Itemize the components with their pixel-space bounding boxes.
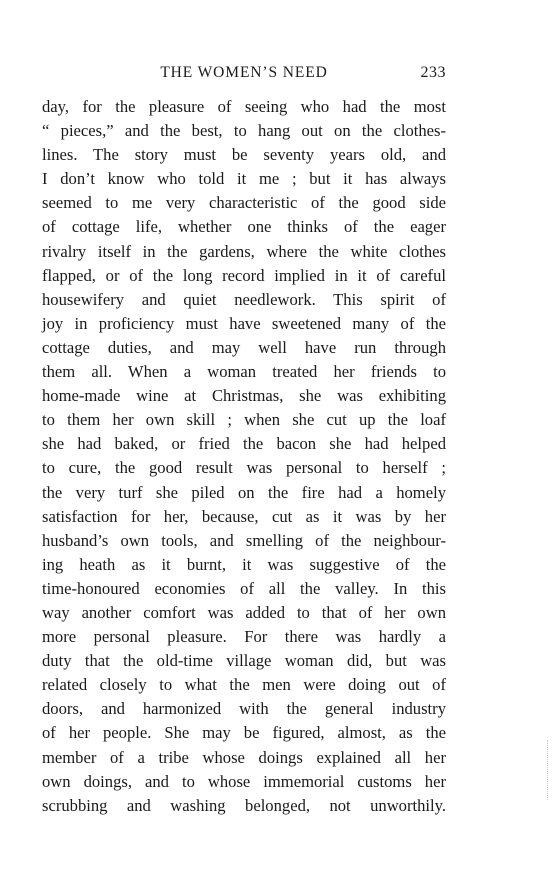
text-line: way another comfort was added to that of her own (42, 602, 446, 622)
text-line: of cottage life, whether one thinks of the eager (42, 217, 446, 237)
text-line: flapped, or of the long record implied in it of careful (42, 265, 446, 285)
text-line: ing heath as it burnt, it was suggestive of the (42, 554, 446, 574)
text-line: cottage duties, and may well have run through (42, 337, 446, 357)
text-line: satisfaction for her, because, cut as it was by her (42, 506, 446, 526)
text-line: joy in proficiency must have sweetened many of the (42, 313, 446, 333)
text-line: duty that the old-time village woman did, but was (42, 651, 446, 671)
text-line: own doings, and to whose immemorial customs her (42, 771, 446, 791)
text-line: them all. When a woman treated her friends to (42, 362, 446, 382)
text-line: she had baked, or fried the bacon she had helped (42, 434, 446, 454)
page-number: 233 (420, 64, 446, 81)
text-line: time-honoured economies of all the valley. In this (42, 578, 446, 598)
text-line: doors, and harmonized with the general industry (42, 699, 446, 719)
text-line: home-made wine at Christmas, she was exhibiting (42, 386, 446, 406)
text-line: to them her own skill ; when she cut up the loaf (42, 410, 446, 430)
text-line: to cure, the good result was personal to herself ; (42, 458, 446, 478)
text-line: member of a tribe whose doings explained all her (42, 747, 446, 767)
text-line: more personal pleasure. For there was hardly a (42, 627, 446, 647)
text-line: day, for the pleasure of seeing who had the most (42, 97, 446, 116)
text-line: “ pieces,” and the best, to hang out on the clothes- (42, 121, 446, 141)
text-line: housewifery and quiet needlework. This spirit of (42, 289, 446, 309)
text-line: the very turf she piled on the fire had a homely (42, 482, 446, 502)
body-text (42, 95, 446, 818)
text-line: seemed to me very characteristic of the good side (42, 193, 446, 213)
text-line: husband’s own tools, and smelling of the neighbour- (42, 530, 446, 550)
text-line: lines. The story must be seventy years old, and (42, 145, 446, 165)
text-line: scrubbing and washing belonged, not unworthily. (42, 795, 446, 815)
scan-edge-mark (545, 740, 548, 800)
text-line: related closely to what the men were doing out of (42, 675, 446, 695)
text-line: of her people. She may be figured, almost, as the (42, 723, 446, 743)
running-title: THE WOMEN’S NEED (160, 64, 328, 81)
text-line: rivalry itself in the gardens, where the white clothes (42, 241, 446, 261)
running-head (42, 64, 446, 86)
text-line: I don’t know who told it me ; but it has always (42, 169, 446, 189)
